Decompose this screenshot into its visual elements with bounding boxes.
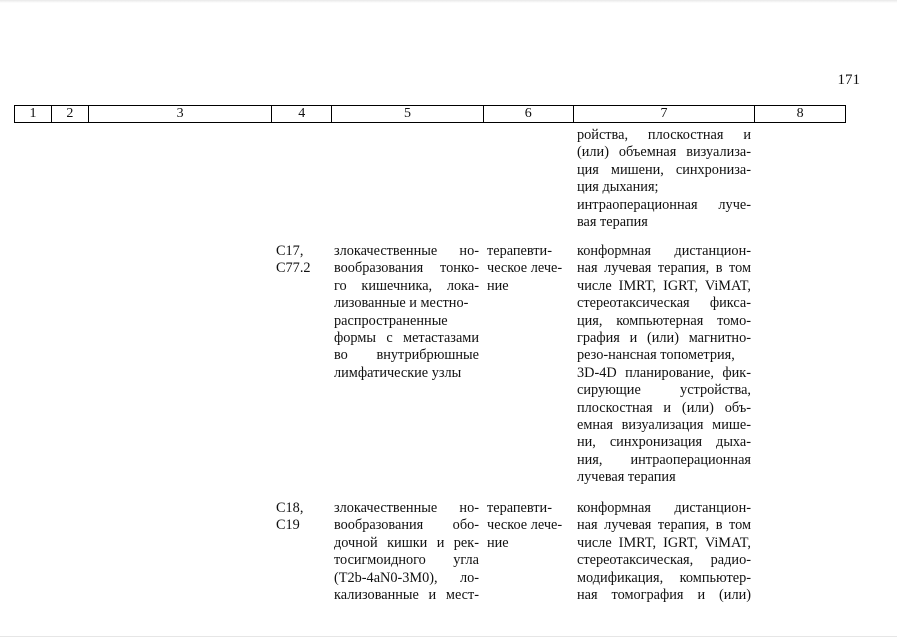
text-line: ройства, плоскостная и: [577, 127, 751, 143]
text-line: C18,: [276, 500, 304, 516]
text-line: емная визуализация мише-: [577, 416, 751, 433]
text-line: конформная дистанцион-: [577, 243, 751, 259]
header-col-5: 5: [332, 106, 484, 122]
table-header-row: [14, 105, 846, 123]
text-line: лизованные и местно-: [334, 295, 469, 312]
text-line: 3D-4D планирование, фик-: [577, 364, 751, 381]
text-line: C77.2: [276, 260, 311, 277]
header-col-3: 3: [89, 106, 273, 122]
text-line: графия и (или) магнитно-: [577, 329, 751, 346]
text-line: терапевти-: [487, 243, 552, 259]
text-line: злокачественные но-: [334, 500, 479, 516]
text-line: дочной кишки и рек-: [334, 534, 479, 551]
row-2-codes: [276, 500, 324, 535]
text-line: го кишечника, лока-: [334, 277, 479, 294]
text-line: ная лучевая терапия, в том: [577, 517, 751, 534]
row-2-disease: [334, 500, 479, 604]
text-line: ние: [487, 534, 509, 551]
text-line: вообразования обо-: [334, 517, 479, 534]
text-line: лучевая терапия: [577, 469, 676, 486]
text-line: ческое лече-: [487, 260, 563, 277]
row-1-disease: [334, 243, 479, 382]
text-line: злокачественные но-: [334, 243, 479, 259]
text-line: стереотаксическая фикса-: [577, 295, 751, 312]
text-line: лимфатические узлы: [334, 364, 462, 381]
text-line: сирующие устройства,: [577, 382, 751, 399]
header-col-6: 6: [484, 106, 574, 122]
row-2-method: [577, 500, 751, 604]
text-line: тосигмоидного угла: [334, 552, 479, 569]
text-line: (или) объемная визуализа-: [577, 144, 751, 161]
text-line: резо-нансная топометрия,: [577, 347, 735, 364]
text-line: во внутрибрюшные: [334, 347, 479, 364]
row-2-treatment: [487, 500, 567, 552]
text-line: модификация, компьютер-: [577, 569, 751, 586]
text-line: стереотаксическая, радио-: [577, 552, 751, 569]
text-line: ция дыхания;: [577, 179, 659, 196]
text-line: вообразования тонко-: [334, 260, 479, 277]
text-line: ни, синхронизация дыха-: [577, 434, 751, 451]
text-line: ние: [487, 277, 509, 294]
header-col-2: 2: [52, 106, 89, 122]
continued-method-text: [577, 127, 751, 231]
text-line: распространенные: [334, 312, 448, 329]
text-line: вая терапия: [577, 213, 648, 230]
text-line: C19: [276, 517, 300, 534]
header-col-8: 8: [796, 106, 804, 121]
text-line: ная томография и (или): [577, 586, 751, 603]
text-line: кализованные и мест-: [334, 586, 479, 603]
header-col-1: 1: [15, 106, 52, 122]
text-line: формы с метастазами: [334, 329, 479, 346]
header-col-7: 7: [574, 106, 756, 122]
page-number: 171: [837, 72, 860, 88]
text-line: конформная дистанцион-: [577, 500, 751, 516]
row-1-treatment: [487, 243, 567, 295]
text-line: ция, компьютерная томо-: [577, 312, 751, 329]
text-line: плоскостная и (или) объ-: [577, 399, 751, 416]
scan-top-edge: [0, 0, 897, 3]
text-line: ния, интраоперационная: [577, 451, 751, 468]
text-line: интраоперационная луче-: [577, 196, 751, 213]
text-line: ция мишени, синхрониза-: [577, 161, 751, 178]
text-line: числе IMRT, IGRT, ViMAT,: [577, 277, 751, 294]
row-1-method: [577, 243, 751, 486]
header-col-4: 4: [272, 106, 332, 122]
text-line: терапевти-: [487, 500, 552, 516]
text-line: (T2b-4aN0-3M0), ло-: [334, 569, 479, 586]
text-line: C17,: [276, 243, 304, 259]
scan-bottom-edge: [0, 636, 897, 637]
text-line: ная лучевая терапия, в том: [577, 260, 751, 277]
row-1-codes: [276, 243, 324, 278]
text-line: ческое лече-: [487, 517, 563, 534]
text-line: числе IMRT, IGRT, ViMAT,: [577, 534, 751, 551]
